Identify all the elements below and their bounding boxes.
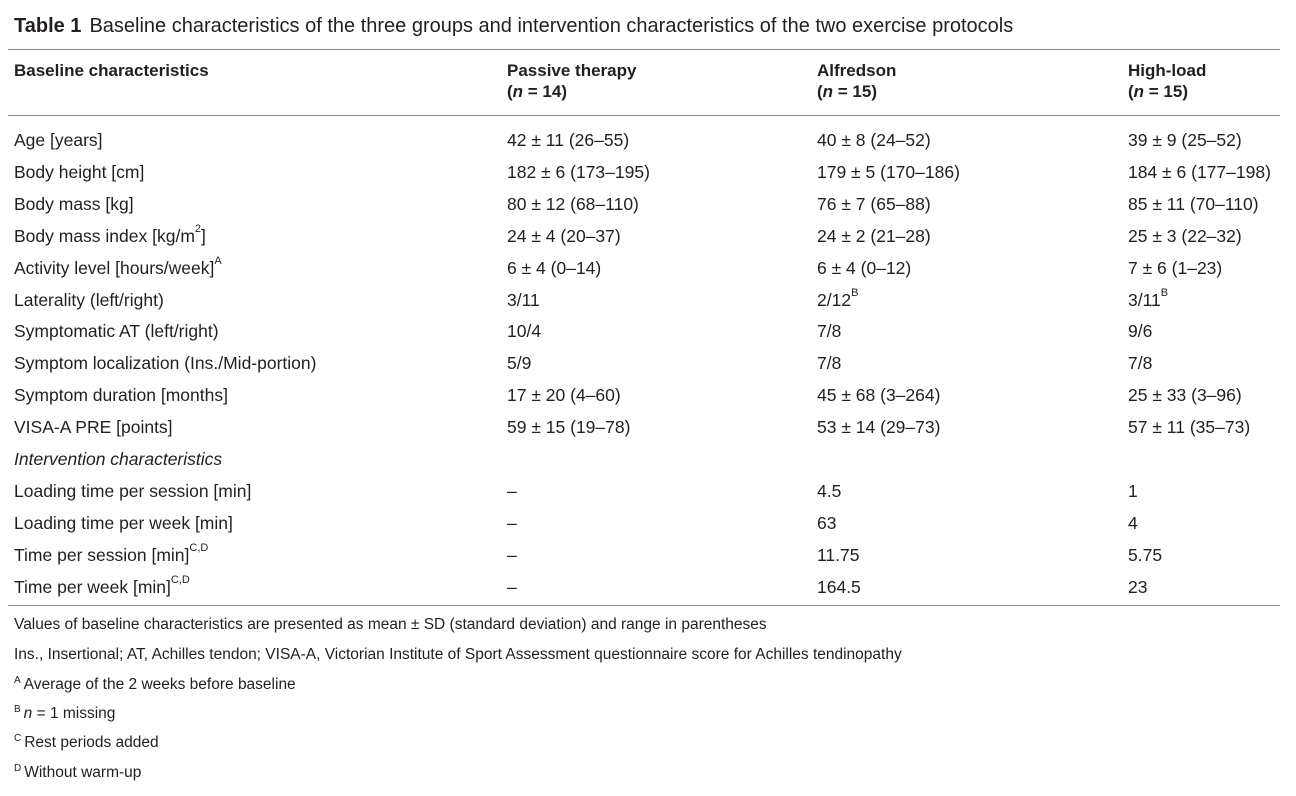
row-label: Symptom localization (Ins./Mid-portion) [14, 353, 317, 373]
table-label: Table 1 [14, 15, 82, 37]
header-high-load [1128, 60, 1206, 102]
row-label: Body mass [kg] [14, 194, 134, 214]
table-cell: 80 ± 12 (68–110) [507, 194, 639, 214]
table-cell: 45 ± 68 (3–264) [817, 385, 941, 405]
table-cell: 57 ± 11 (35–73) [1128, 417, 1251, 437]
header-passive-therapy [507, 60, 636, 102]
row-label: Loading time per week [min] [14, 513, 233, 533]
table-cell: 23 [1128, 577, 1148, 597]
row-label: Time per week $[\min]^{C,D}$ [14, 574, 190, 597]
header-group-n: (n = 15) [817, 82, 878, 101]
table-row [0, 480, 1296, 512]
table-cell: 182 ± 6 (173–195) [507, 162, 650, 182]
row-label: Body height [cm] [14, 162, 145, 182]
table-caption [14, 13, 1013, 39]
header-rule [8, 115, 1280, 116]
header-group-name: High-load [1128, 61, 1207, 80]
table-cell: 1 [1128, 481, 1138, 501]
header-baseline-characteristics: Baseline characteristics [14, 61, 209, 80]
row-label: Loading time per session [min] [14, 481, 252, 501]
row-label: Activity level [hours/week]$^A$ [14, 255, 222, 278]
table-cell: 4.5 [817, 481, 842, 501]
table-cell: 7 ± 6 (1–23) [1128, 258, 1223, 278]
table-cell: 9/6 [1128, 321, 1153, 341]
row-label: Symptomatic AT (left/right) [14, 321, 219, 341]
table-cell: 42 ± 11 (26–55) [507, 130, 630, 150]
table-cell: 24 ± 4 (20–37) [507, 226, 621, 246]
table-cell: $3/11^B$ [1128, 287, 1169, 310]
table-cell: 17 ± 20 (4–60) [507, 385, 621, 405]
table-cell: 7/8 [1128, 353, 1153, 373]
table-cell: 164.5 [817, 577, 861, 597]
table-cell: 6 ± 4 (0–14) [507, 258, 602, 278]
table-cell: – [507, 545, 517, 565]
table-cell: 53 ± 14 (29–73) [817, 417, 941, 437]
footnote: $^D$ Without warm-up [14, 762, 142, 781]
table-row [0, 193, 1296, 225]
table-cell: – [507, 481, 517, 501]
table-cell: $2/12^B$ [817, 287, 859, 310]
table-cell: 7/8 [817, 321, 842, 341]
table-row [0, 320, 1296, 352]
table-cell: 10/4 [507, 321, 542, 341]
table-row [0, 544, 1296, 576]
footnote: Ins., Insertional; AT, Achilles tendon; VISA-A, Victorian Institute of Sport Assessment questionnaire score for Achilles tendinopathy [14, 646, 902, 663]
header-group-n: (n = 15) [1128, 82, 1189, 101]
table-row [0, 416, 1296, 448]
table-cell: 25 ± 33 (3–96) [1128, 385, 1242, 405]
header-group-name: Alfredson [817, 61, 897, 80]
row-label: Laterality (left/right) [14, 290, 164, 310]
table-row [0, 448, 1296, 480]
table-cell: 39 ± 9 (25–52) [1128, 130, 1242, 150]
bottom-rule [8, 605, 1280, 606]
table-row [0, 161, 1296, 193]
footnote: $^C$ Rest periods added [14, 732, 159, 751]
row-label: VISA-A PRE [points] [14, 417, 173, 437]
footnote: $^A$ Average of the 2 weeks before baseline [14, 674, 296, 693]
table-cell: 63 [817, 513, 837, 533]
table-cell: 11.75 [817, 545, 860, 565]
table-cell: 7/8 [817, 353, 842, 373]
table-cell: 4 [1128, 513, 1138, 533]
table-row [0, 129, 1296, 161]
table-cell: 5.75 [1128, 545, 1163, 565]
row-label: Intervention characteristics [14, 449, 223, 469]
table-cell: – [507, 577, 517, 597]
table-row [0, 225, 1296, 257]
table-row [0, 512, 1296, 544]
table-title: Baseline characteristics of the three groups and intervention characteristics of the two exercise protocols [89, 15, 1014, 37]
table-row [0, 289, 1296, 321]
table-cell: 85 ± 11 (70–110) [1128, 194, 1259, 214]
row-label: Symptom duration [months] [14, 385, 228, 405]
table-cell: 184 ± 6 (177–198) [1128, 162, 1271, 182]
footnote: Values of baseline characteristics are presented as mean ± SD (standard deviation) and range in parentheses [14, 616, 767, 633]
table-cell: 179 ± 5 (170–186) [817, 162, 960, 182]
header-group-n: (n = 14) [507, 82, 568, 101]
row-label: Time per session $[\min]^{C,D}$ [14, 542, 209, 565]
row-label: Body mass index $[kg/m^2]$ [14, 223, 206, 246]
row-label: Age [years] [14, 130, 103, 150]
header-alfredson [817, 60, 896, 102]
table-cell: 76 ± 7 (65–88) [817, 194, 931, 214]
footnote: $^B$ n = 1 missing [14, 703, 116, 722]
table-row [0, 352, 1296, 384]
table-cell: 3/11 [507, 290, 540, 310]
table-cell: 5/9 [507, 353, 532, 373]
table-row [0, 384, 1296, 416]
table-cell: 24 ± 2 (21–28) [817, 226, 931, 246]
table-cell: 59 ± 15 (19–78) [507, 417, 631, 437]
table-cell: 25 ± 3 (22–32) [1128, 226, 1242, 246]
table-cell: – [507, 513, 517, 533]
header-group-name: Passive therapy [507, 61, 637, 80]
table-row [0, 257, 1296, 289]
table-cell: 6 ± 4 (0–12) [817, 258, 912, 278]
top-rule [8, 49, 1280, 50]
table-cell: 40 ± 8 (24–52) [817, 130, 931, 150]
table-row [0, 576, 1296, 608]
